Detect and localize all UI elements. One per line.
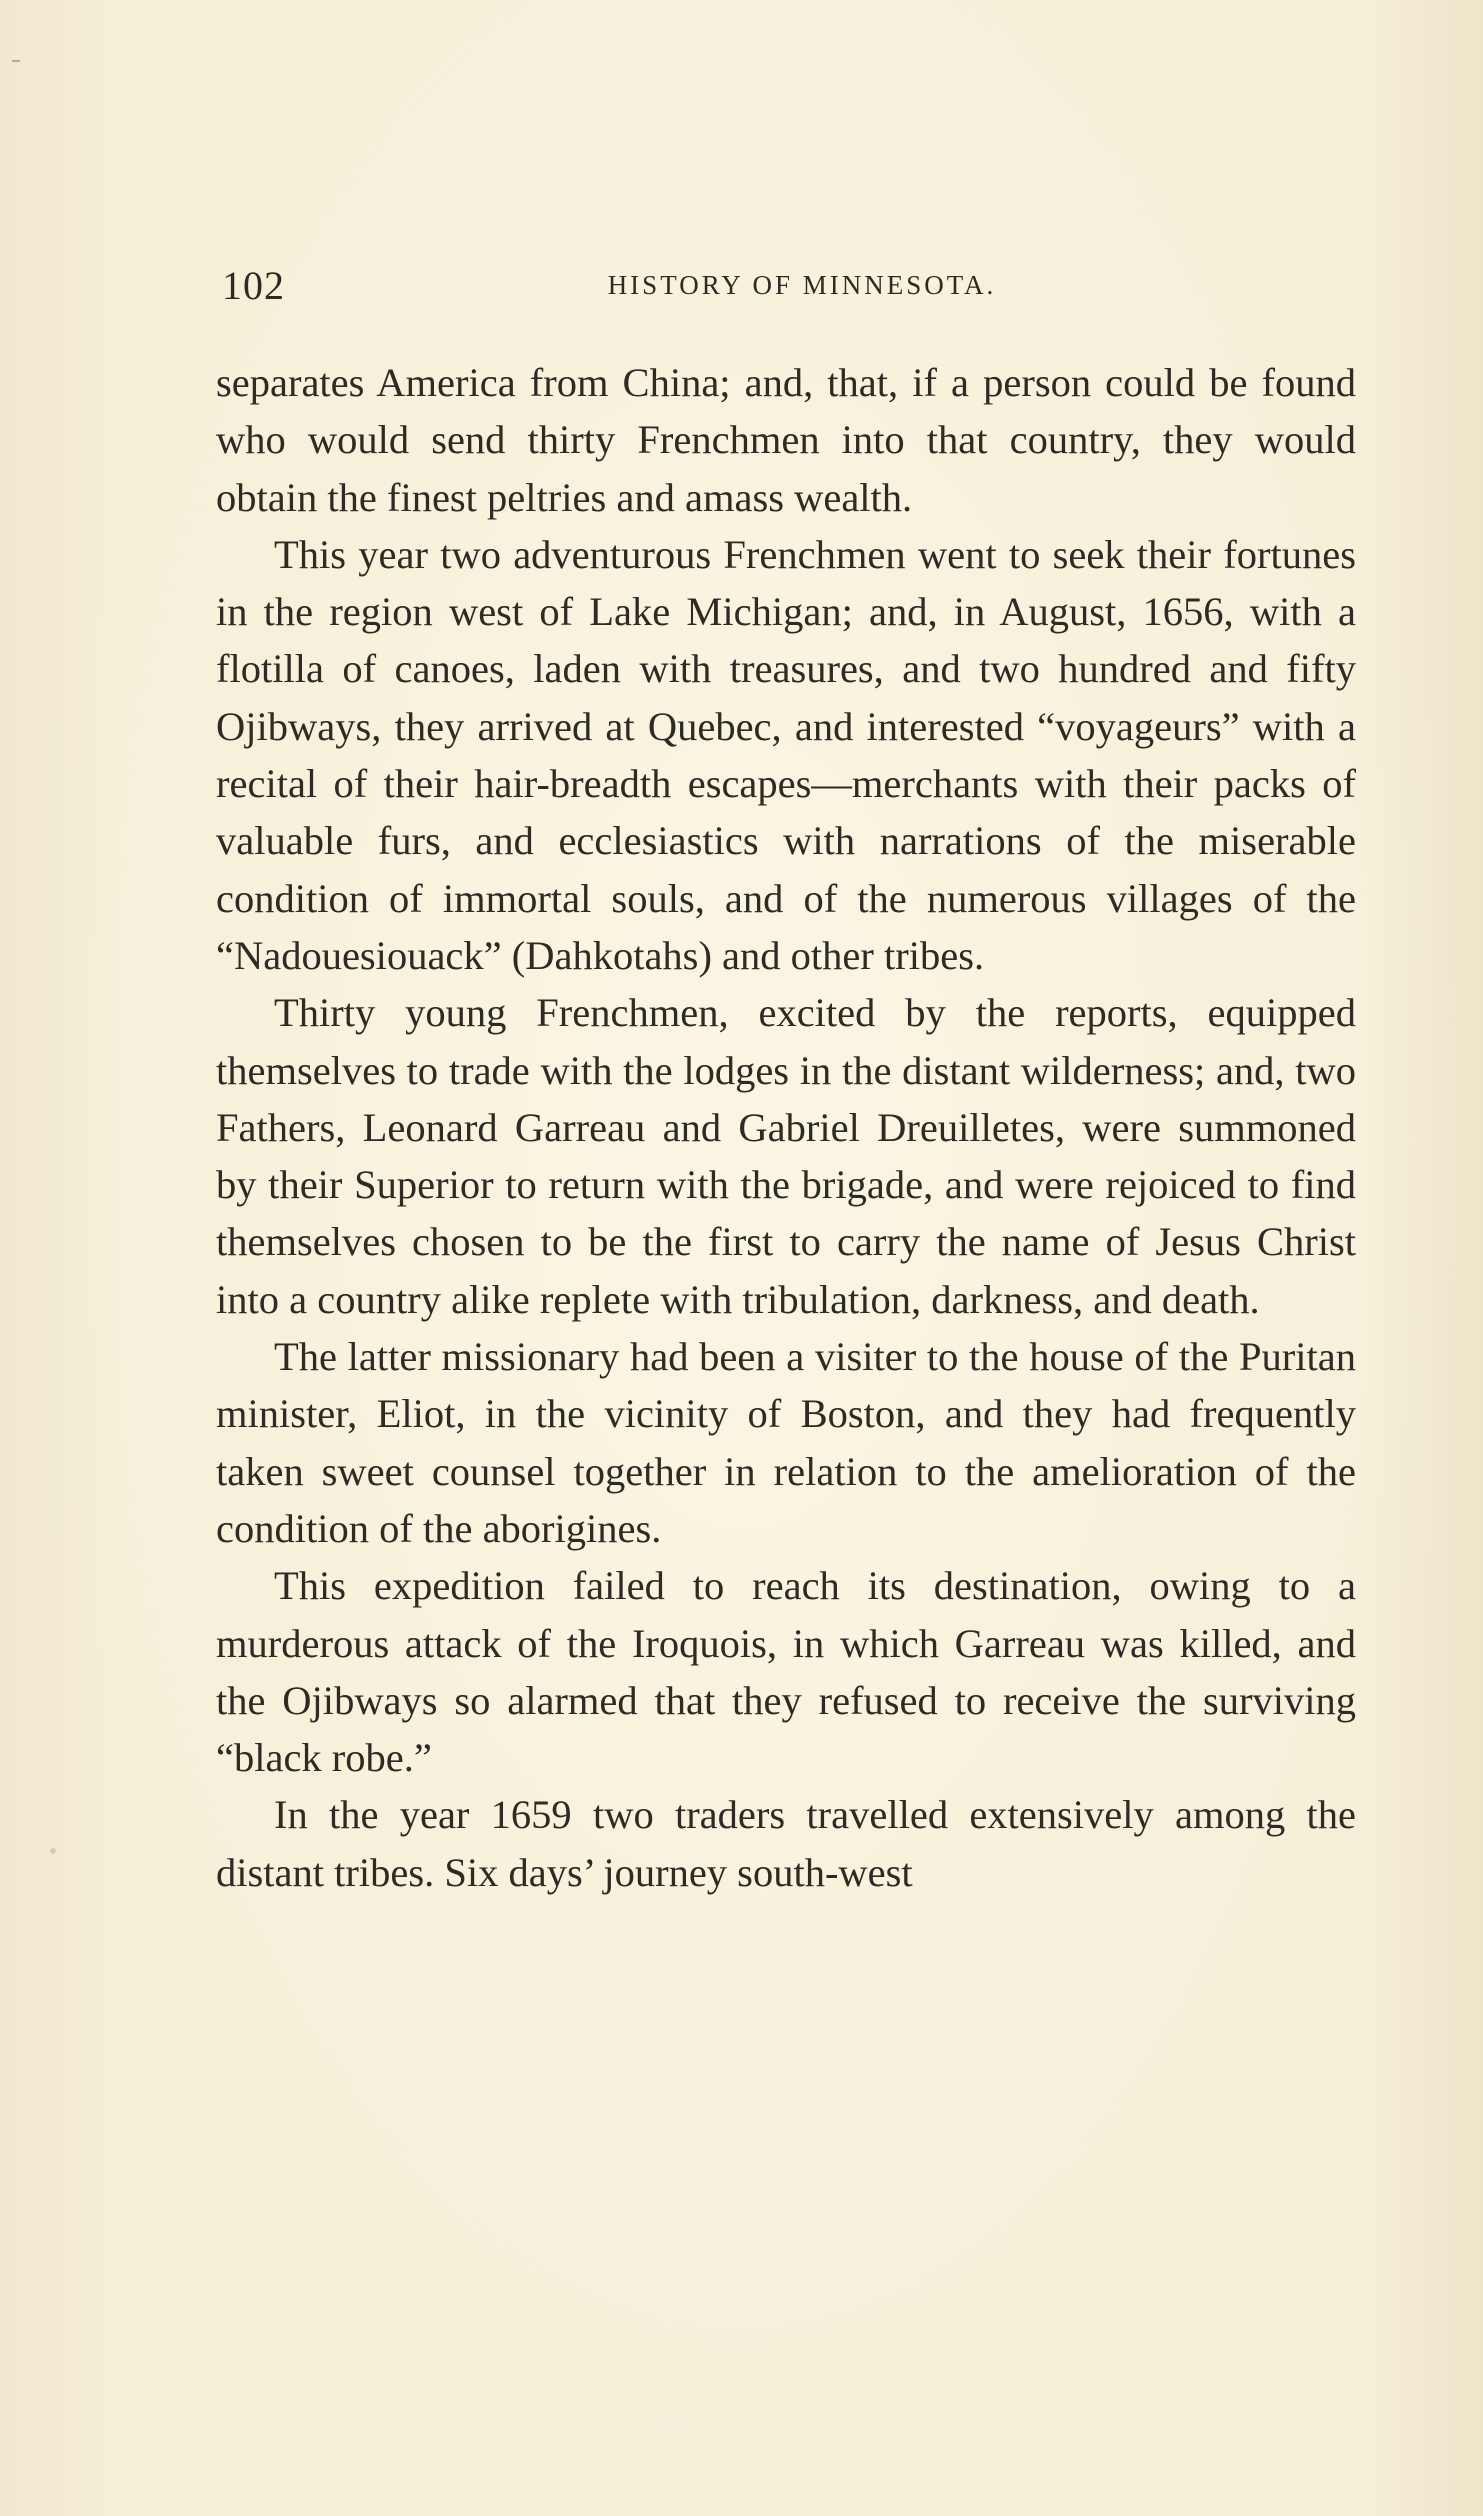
page-header [222,262,1352,312]
paper-speck [50,1848,56,1854]
page-number: 102 [222,263,285,308]
running-title: HISTORY OF MINNESOTA. [607,270,997,300]
paragraph-continuation: separates America from China; and, that, if a person could be found who would send thirty Frenchmen into that country, they would obtain the finest peltries and amass wealth. [216,360,1356,520]
margin-mark [12,60,20,62]
body-text [216,354,1356,1901]
paragraph-latter-missionary: The latter missionary had been a visiter to the house of the Puritan minister, Eliot, in the vicinity of Boston, and they had frequently taken sweet counsel together in relation to the amelioration of the condition of the aborigines. [216,1334,1356,1551]
paragraph-thirty-frenchmen: Thirty young Frenchmen, excited by the reports, equipped themselves to trade with the lodges in the distant wilderness; and, two Fathers, Leonard Garreau and Gabriel Dreuilletes, were summoned by their Superior to return with the brigade, and were rejoiced to find themselves chosen to be the first to carry the name of Jesus Christ into a country alike replete with tribulation, darkness, and death. [216,990,1356,1322]
paragraph-year-1659: In the year 1659 two traders travelled extensively among the distant tribes. Six days’ journey south-west [216,1792,1356,1895]
paragraph-adventurous-frenchmen: This year two adventurous Frenchmen went to seek their fortunes in the region west of Lake Michigan; and, in August, 1656, with a flotilla of canoes, laden with treasures, and two hundred and fifty Ojibways, they arrived at Quebec, and interested “voyageurs” with a recital of their hair-breadth escapes—merchants with their packs of valuable furs, and ecclesiastics with narrations of the miserable condition of immortal souls, and of the numerous villages of the “Nadouesiouack” (Dahkotahs) and other tribes. [216,531,1356,978]
paragraph-expedition-failed: This expedition failed to reach its destination, owing to a murderous attack of the Iroquois, in which Garreau was killed, and the Ojibways so alarmed that they refused to receive the surviving “black robe.” [216,1563,1356,1781]
